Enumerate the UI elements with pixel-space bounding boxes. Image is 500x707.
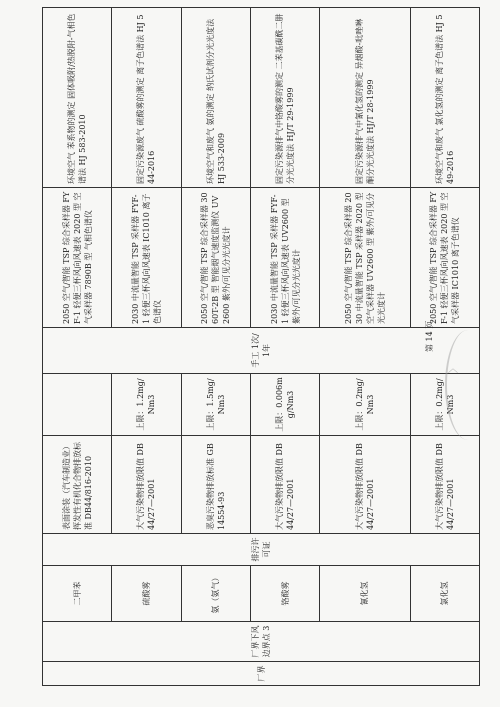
- pollutant-cell: 二甲苯: [43, 566, 112, 622]
- method-cell: 固定污染源排气中铬酸雾的测定 二苯基碳酰二肼分光光度法 HJ/T 29-1999: [250, 8, 319, 188]
- standard-cell: 大气污染物排放限值 DB44/27—2001: [250, 436, 319, 534]
- page-number: 第 14 页: [425, 320, 434, 352]
- pollutant-cell: 硫酸雾: [112, 566, 181, 622]
- standard-cell: 大气污染物排放限值 DB44/27—2001: [320, 436, 410, 534]
- limit-cell: 上限：1.5mg/Nm3: [181, 374, 250, 436]
- limit-cell: [43, 374, 112, 436]
- method-cell: 固定污染源废气 硫酸雾的测定 离子色谱法 HJ 544-2016: [112, 8, 181, 188]
- standard-cell: 大气污染物排放限值 DB44/27—2001: [410, 436, 479, 534]
- instrument-cell: 2050 空气/智能 TSP 综合采样器 FYF-1 轻便三杯风向风速表 2020 型 空气采样器 IC1010 离子色谱仪: [410, 188, 479, 328]
- basis-cell: 排污许可证: [43, 534, 480, 566]
- instrument-cell: 2050 空气/智能 TSP 综合采样器 FYF-1 轻便三杯风向风速表 2020 型 空气采样器 7890B 型 气相色谱仪: [43, 188, 112, 328]
- pollutant-cell: 氯化氢: [410, 566, 479, 622]
- method-cell: 环境空气和废气 氯化氢的测定 离子色谱法 HJ 549-2016: [410, 8, 479, 188]
- pollutant-cell: 氨（氨气）: [181, 566, 250, 622]
- table-row: [43, 8, 112, 686]
- instrument-cell: 2050 空气/智能 TSP 综合采样器 3060T-2B 型 智能烟气速度监测仪 UV2600 紫外/可见分光光度计: [181, 188, 250, 328]
- limit-cell: 上限：0.006mg/Nm3: [250, 374, 319, 436]
- monitoring-table: [42, 7, 480, 686]
- limit-cell: 上限：0.2mg/Nm3: [410, 374, 479, 436]
- standard-cell: 大气污染物排放限值 DB44/27—2001: [112, 436, 181, 534]
- stamp-mark-icon: ︿: [448, 364, 458, 375]
- instrument-cell: 2030 中流量智能 TSP 采样器 FYF-1 轻便三杯风向风速表 UV2600 型 紫外/可见分光光度计: [250, 188, 319, 328]
- rotated-monitoring-table: [42, 8, 480, 686]
- site-category-cell: 厂界: [43, 662, 480, 686]
- instrument-cell: 2030 中流量智能 TSP 采样器 FYF-1 轻便三杯风向风速表 IC1010 离子色谱仪: [112, 188, 181, 328]
- method-cell: 固定污染源排气中氰化氢的测定 异烟酸-吡唑啉酮分光光度法 HJ/T 28-1999: [320, 8, 410, 188]
- standard-cell: 表面涂装（汽车制造业）挥发性有机化合物排放标准 DB44/816-2010: [43, 436, 112, 534]
- limit-cell: 上限：0.2mg/Nm3: [320, 374, 410, 436]
- frequency-cell: 手工 1次/1年: [43, 328, 480, 374]
- method-cell: 环境空气 苯系物的测定 固体吸附/热脱附-气相色谱法 HJ 583-2010: [43, 8, 112, 188]
- limit-cell: 上限：1.2mg/Nm3: [112, 374, 181, 436]
- pollutant-cell: 氰化氢: [320, 566, 410, 622]
- instrument-cell: 2050 空气/智能 TSP 综合采样器 2030 中流量智能 TSP 采样器 2020 型 空气采样器 UV2600 型 紫外/可见分光光度计: [320, 188, 410, 328]
- standard-cell: 恶臭污染物排放标准 GB 14554-93: [181, 436, 250, 534]
- method-cell: 环境空气和废气 氨的测定 纳氏试剂分光光度法 HJ 533-2009: [181, 8, 250, 188]
- pollutant-cell: 铬酸雾: [250, 566, 319, 622]
- sampling-point-cell: 厂界下风边界点 3: [43, 622, 480, 662]
